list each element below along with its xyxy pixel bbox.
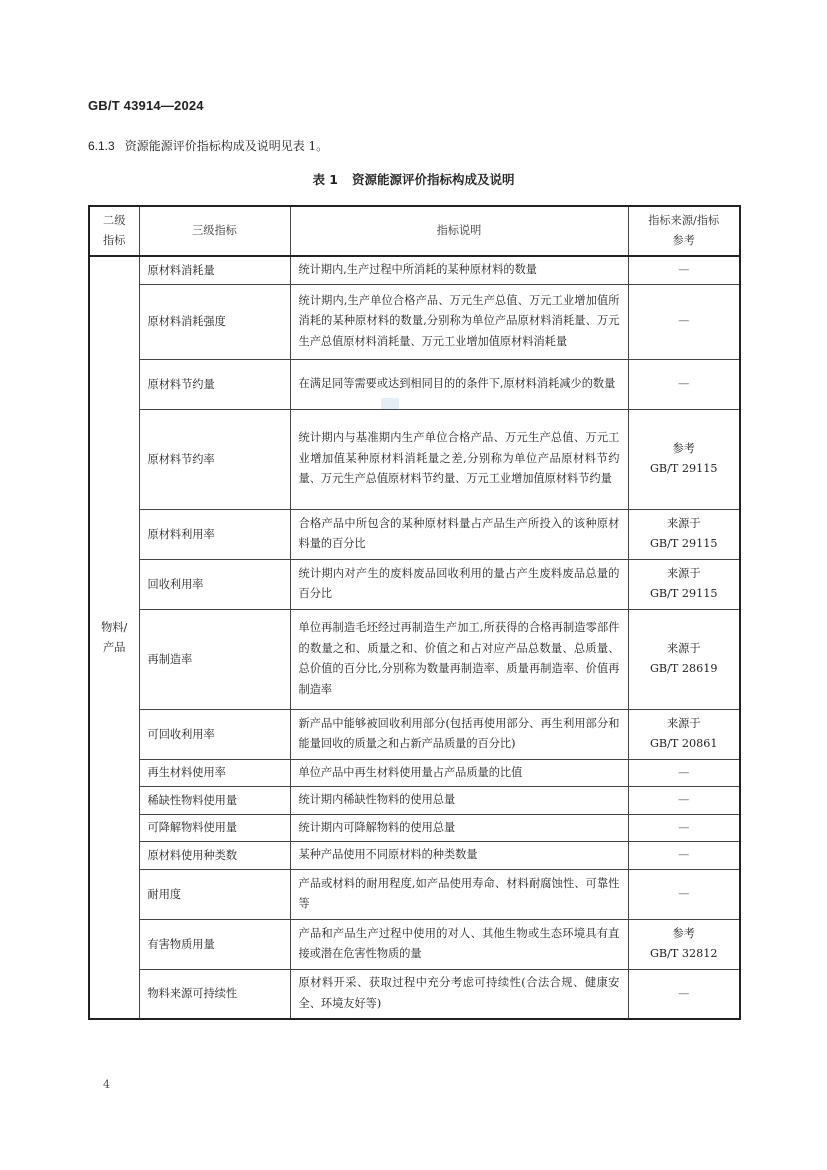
indicator-source-cell: — [628,359,740,409]
level2-indicator-cell: 物料/ 产品 [89,256,139,1019]
table-row [89,869,740,919]
indicator-name-cell: 再制造率 [139,609,290,709]
indicator-description-cell: 统计期内与基准期内生产单位合格产品、万元生产总值、万元工业增加值某种原材料消耗量之差,分别称为单位产品原材料节约量、万元生产总值原材料节约量、万元工业增加值原材料节约量 [290,409,628,509]
table-row [89,969,740,1019]
indicator-name-cell: 原材料使用种类数 [139,842,290,870]
table-row [89,787,740,815]
indicator-name-cell: 再生材料使用率 [139,759,290,787]
column-header-level2: 二级 指标 [89,206,139,256]
indicator-name-cell: 原材料利用率 [139,509,290,559]
indicator-name-cell: 可回收利用率 [139,709,290,759]
indicator-description-cell: 原材料开采、获取过程中充分考虑可持续性(合法合规、健康安全、环境友好等) [290,969,628,1019]
indicator-description-cell: 产品和产品生产过程中使用的对人、其他生物或生态环境具有直接或潜在危害性物质的量 [290,919,628,969]
indicator-source-cell: — [628,787,740,815]
table-row [89,609,740,709]
indicator-source-cell: — [628,284,740,359]
table-row [89,709,740,759]
indicator-source-cell: 参考 GB/T 29115 [628,409,740,509]
indicator-name-cell: 原材料消耗强度 [139,284,290,359]
indicator-description-cell: 新产品中能够被回收利用部分(包括再使用部分、再生利用部分和能量回收的质量之和占新产品质量的百分比) [290,709,628,759]
table-caption [0,170,827,188]
indicator-name-cell: 有害物质用量 [139,919,290,969]
indicator-source-cell: 来源于 GB/T 28619 [628,609,740,709]
indicator-description-cell: 统计期内可降解物料的使用总量 [290,814,628,842]
indicator-description-cell: 合格产品中所包含的某种原材料量占产品生产所投入的该种原材料量的百分比 [290,509,628,559]
table-header-row [89,206,740,256]
table-body [89,256,740,1019]
table-row [89,359,740,409]
indicator-source-cell: — [628,256,740,284]
standard-code: GB/T 43914—2024 [88,98,204,113]
indicator-description-cell: 在满足同等需要或达到相同目的的条件下,原材料消耗减少的数量 [290,359,628,409]
page-number: 4 [103,1078,110,1091]
table-row [89,919,740,969]
table-row [89,559,740,609]
column-header-description: 指标说明 [290,206,628,256]
indicator-name-cell: 原材料消耗量 [139,256,290,284]
indicator-source-cell: — [628,969,740,1019]
indicator-name-cell: 物料来源可持续性 [139,969,290,1019]
indicator-description-cell: 单位产品中再生材料使用量占产品质量的比值 [290,759,628,787]
table-label: 表 1 [312,172,339,187]
indicator-description-cell: 统计期内稀缺性物料的使用总量 [290,787,628,815]
indicator-description-cell: 统计期内,生产过程中所消耗的某种原材料的数量 [290,256,628,284]
clause-number: 6.1.3 [88,139,115,153]
indicator-name-cell: 耐用度 [139,869,290,919]
table-row [89,409,740,509]
column-header-level3: 三级指标 [139,206,290,256]
indicator-source-cell: 参考 GB/T 32812 [628,919,740,969]
table-row [89,842,740,870]
indicator-source-cell: 来源于 GB/T 29115 [628,509,740,559]
table-title: 资源能源评价指标构成及说明 [352,172,515,187]
indicator-source-cell: — [628,869,740,919]
clause-paragraph [88,137,328,154]
indicator-description-cell: 产品或材料的耐用程度,如产品使用寿命、材料耐腐蚀性、可靠性等 [290,869,628,919]
column-header-source: 指标来源/指标 参考 [628,206,740,256]
indicator-name-cell: 回收利用率 [139,559,290,609]
table-row [89,284,740,359]
indicator-source-cell: — [628,814,740,842]
indicator-description-cell: 某种产品使用不同原材料的种类数量 [290,842,628,870]
indicator-description-cell: 统计期内,生产单位合格产品、万元生产总值、万元工业增加值所消耗的某种原材料的数量,分别称为单位产品原材料消耗量、万元生产总值原材料消耗量、万元工业增加值原材料消耗量 [290,284,628,359]
table-row [89,256,740,284]
clause-text: 资源能源评价指标构成及说明见表 1。 [124,139,329,153]
table-row [89,814,740,842]
indicator-name-cell: 稀缺性物料使用量 [139,787,290,815]
table-row [89,509,740,559]
indicator-source-cell: — [628,842,740,870]
indicator-name-cell: 原材料节约量 [139,359,290,409]
indicator-table [88,205,741,1020]
indicator-source-cell: — [628,759,740,787]
indicator-source-cell: 来源于 GB/T 29115 [628,559,740,609]
indicator-name-cell: 可降解物料使用量 [139,814,290,842]
indicator-name-cell: 原材料节约率 [139,409,290,509]
table-row [89,759,740,787]
indicator-source-cell: 来源于 GB/T 20861 [628,709,740,759]
indicator-description-cell: 单位再制造毛坯经过再制造生产加工,所获得的合格再制造零部件的数量之和、质量之和、价值之和占对应产品总数量、总质量、总价值的百分比,分别称为数量再制造率、质量再制造率、价值再制造率 [290,609,628,709]
indicator-description-cell: 统计期内对产生的废料废品回收利用的量占产生废料废品总量的百分比 [290,559,628,609]
